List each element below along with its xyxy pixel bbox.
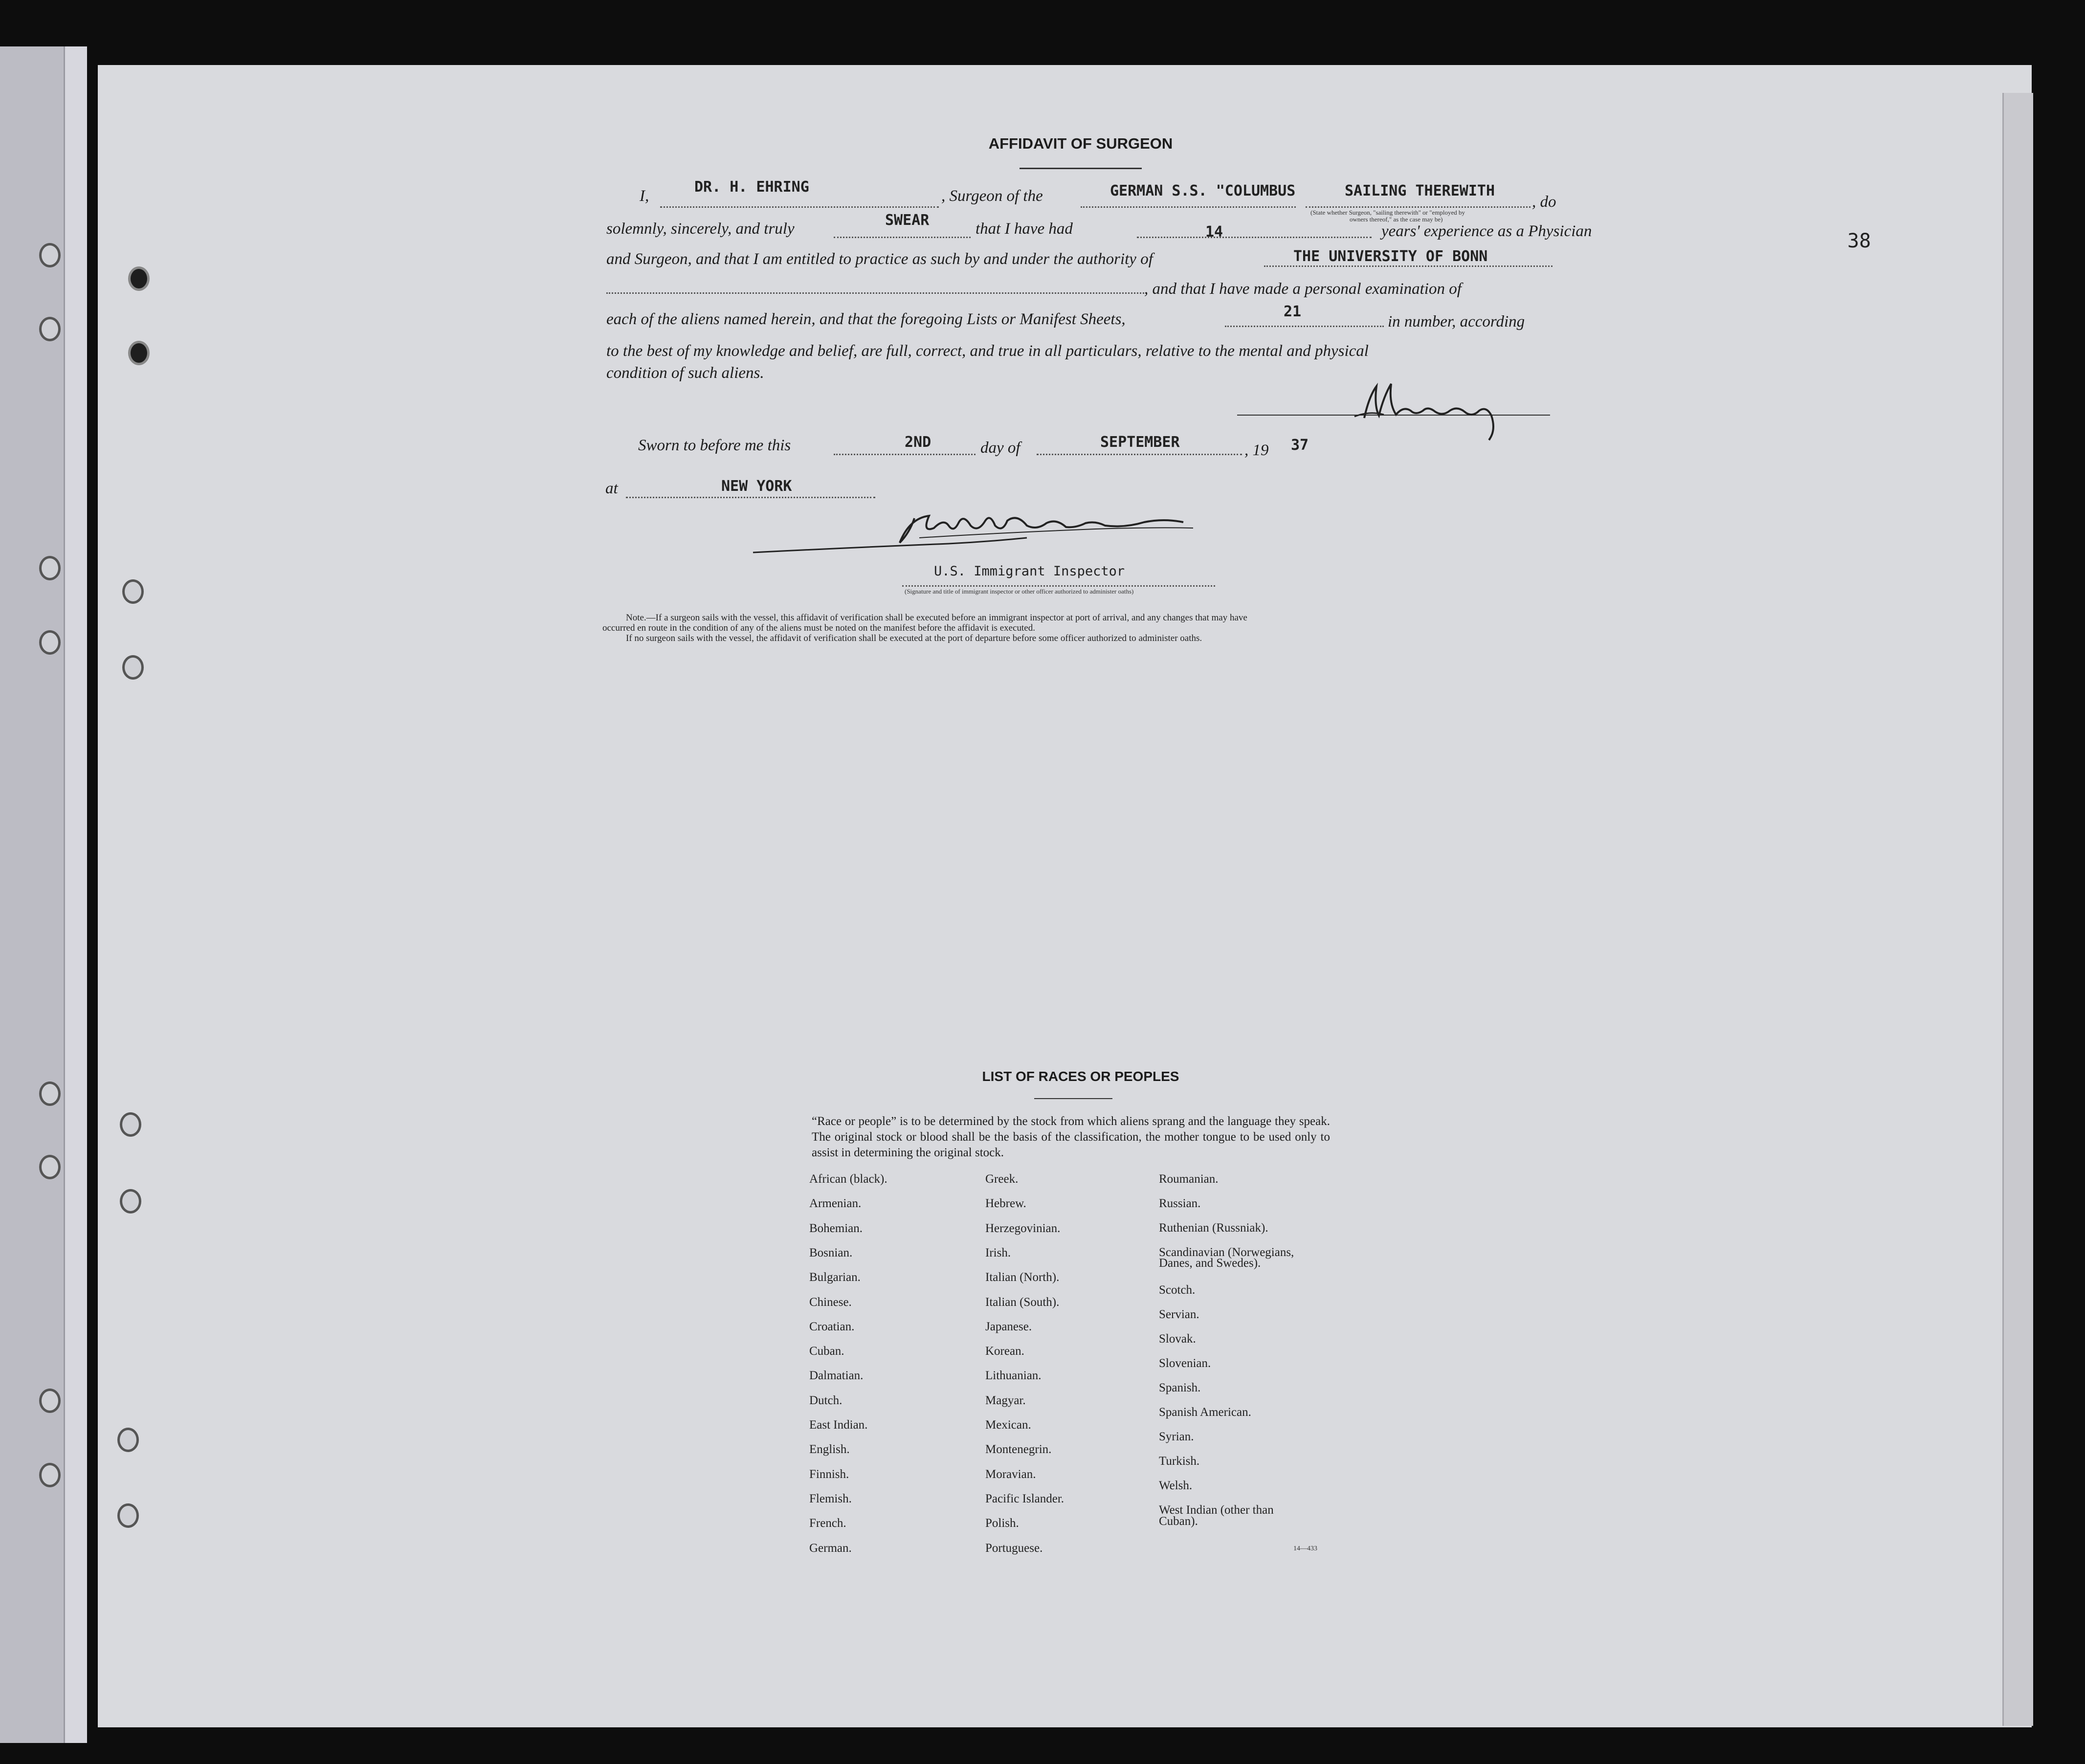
race-item: Roumanian. xyxy=(1159,1172,1219,1186)
line1-middle: , Surgeon of the xyxy=(941,187,1043,205)
race-item: Greek. xyxy=(985,1172,1019,1186)
line6: to the best of my knowledge and belief, are full, correct, and true in all particulars, relative to the mental and physical xyxy=(606,342,1369,360)
race-item: Slovak. xyxy=(1159,1332,1196,1345)
binder-strip xyxy=(0,46,86,1743)
inspector-title: U.S. Immigrant Inspector xyxy=(934,564,1125,579)
note-line-1: Note.—If a surgeon sails with the vessel, this affidavit of verification shall be executed before an immigrant inspector at port of arrival, and any changes that may have xyxy=(626,613,1247,623)
race-item: Lithuanian. xyxy=(985,1369,1042,1382)
line2-prefix: solemnly, sincerely, and truly xyxy=(606,220,795,238)
race-item: East Indian. xyxy=(809,1418,868,1432)
sworn-year: 37 xyxy=(1291,437,1309,454)
binder-hole xyxy=(120,1189,141,1213)
sworn-prefix: Sworn to before me this xyxy=(638,437,791,454)
sheets-blank xyxy=(1225,325,1384,327)
binder-hole xyxy=(39,1463,61,1487)
line5-suffix: in number, according xyxy=(1388,313,1525,331)
race-item: Bosnian. xyxy=(809,1246,853,1259)
authority: THE UNIVERSITY OF BONN xyxy=(1293,248,1488,265)
page-stack-edge xyxy=(2002,93,2033,1726)
binder-hole xyxy=(122,579,144,604)
binder-hole xyxy=(39,1389,61,1413)
race-item: Bohemian. xyxy=(809,1222,863,1235)
binder-hole xyxy=(39,317,61,341)
authority-blank xyxy=(1264,265,1553,267)
binder-hole xyxy=(117,1503,139,1528)
race-item: Syrian. xyxy=(1159,1430,1194,1443)
oath: SWEAR xyxy=(885,212,930,229)
binder-hole xyxy=(39,630,61,655)
note-line-3: If no surgeon sails with the vessel, the affidavit of verification shall be executed at the port of departure before some officer authorized to administer oaths. xyxy=(626,633,1202,643)
place: NEW YORK xyxy=(721,478,792,495)
race-item: Armenian. xyxy=(809,1197,862,1210)
race-item: Spanish. xyxy=(1159,1381,1201,1394)
race-item: Cuban). xyxy=(1159,1515,1198,1528)
oath-blank xyxy=(834,236,971,238)
line2-middle: that I have had xyxy=(976,220,1073,238)
races-title: LIST OF RACES OR PEOPLES xyxy=(982,1069,1179,1084)
sworn-day: 2ND xyxy=(905,434,932,451)
race-item: Spanish American. xyxy=(1159,1406,1251,1419)
surgeon-name-blank xyxy=(660,206,939,208)
race-item: French. xyxy=(809,1517,846,1530)
binder-hole xyxy=(39,556,61,580)
race-item: African (black). xyxy=(809,1172,887,1186)
binder-hole xyxy=(128,266,150,291)
binder-hole xyxy=(117,1428,139,1452)
binder-hole xyxy=(39,243,61,267)
surgeon-signature xyxy=(1354,376,1511,445)
race-item: Italian (South). xyxy=(985,1296,1060,1309)
line1-suffix: , do xyxy=(1532,193,1556,211)
sworn-day-blank xyxy=(834,453,976,455)
race-item: Russian. xyxy=(1159,1197,1201,1210)
years-blank xyxy=(1137,236,1372,238)
race-item: Moravian. xyxy=(985,1468,1036,1481)
race-item: Servian. xyxy=(1159,1308,1199,1321)
sworn-day-of: day of xyxy=(980,439,1020,457)
sworn-month-blank xyxy=(1037,453,1242,455)
affidavit-title: AFFIDAVIT OF SURGEON xyxy=(988,135,1173,152)
sheets: 21 xyxy=(1284,303,1302,320)
race-item: Danes, and Swedes). xyxy=(1159,1257,1261,1270)
sailing-status: SAILING THEREWITH xyxy=(1345,182,1495,199)
race-item: Slovenian. xyxy=(1159,1357,1211,1370)
binder-hole xyxy=(39,1081,61,1106)
race-item: Hebrew. xyxy=(985,1197,1026,1210)
race-item: Montenegrin. xyxy=(985,1443,1052,1456)
title-rule xyxy=(1020,168,1142,169)
race-item: Cuban. xyxy=(809,1345,844,1358)
race-item: Scotch. xyxy=(1159,1283,1196,1297)
race-item: Dalmatian. xyxy=(809,1369,864,1382)
races-intro: “Race or people” is to be determined by the stock from which aliens sprang and the language they speak. The original stock or blood shall be the basis of the classification, the mother tongue to be used only to assist in determining the original stock. xyxy=(812,1115,1330,1159)
race-item: Bulgarian. xyxy=(809,1271,861,1284)
inspector-signature xyxy=(753,499,1232,562)
note-line-2: occurred en route in the condition of any of the aliens must be noted on the manifest before the affidavit is executed. xyxy=(602,623,1035,633)
race-item: West Indian (other than xyxy=(1159,1503,1274,1517)
race-item: Mexican. xyxy=(985,1418,1031,1432)
sworn-century: , 19 xyxy=(1244,441,1269,459)
status-hint-2: owners thereof," as the case may be) xyxy=(1350,216,1443,223)
at-label: at xyxy=(605,480,618,497)
binder-hole xyxy=(39,1155,61,1179)
race-item: Korean. xyxy=(985,1345,1024,1358)
inspector-blank xyxy=(902,585,1215,587)
race-item: Polish. xyxy=(985,1517,1019,1530)
vessel-blank xyxy=(1081,206,1296,208)
race-item: Chinese. xyxy=(809,1296,852,1309)
race-item: Ruthenian (Russniak). xyxy=(1159,1221,1268,1235)
inspector-caption: (Signature and title of immigrant inspector or other officer authorized to administer oaths) xyxy=(905,588,1134,595)
race-item: English. xyxy=(809,1443,850,1456)
line5-prefix: each of the aliens named herein, and that the foregoing Lists or Manifest Sheets, xyxy=(606,310,1126,328)
line7: condition of such aliens. xyxy=(606,364,764,382)
race-item: Pacific Islander. xyxy=(985,1492,1065,1505)
place-blank xyxy=(626,496,875,498)
race-item: Flemish. xyxy=(809,1492,852,1505)
race-item: Japanese. xyxy=(985,1320,1032,1333)
binder-edge xyxy=(64,46,87,1743)
line2-suffix: years' experience as a Physician xyxy=(1381,222,1592,240)
races-rule xyxy=(1034,1098,1112,1099)
authority-continuation-blank xyxy=(606,292,1144,294)
race-item: Irish. xyxy=(985,1246,1011,1259)
line1-prefix: I, xyxy=(640,187,649,205)
race-item: Turkish. xyxy=(1159,1455,1200,1468)
form-code: 14—433 xyxy=(1293,1545,1317,1552)
page-number: 38 xyxy=(1847,230,1871,252)
race-item: Dutch. xyxy=(809,1394,843,1407)
race-item: Portuguese. xyxy=(985,1542,1043,1555)
binder-hole xyxy=(120,1112,141,1137)
years: 14 xyxy=(1205,223,1223,241)
race-item: Herzegovinian. xyxy=(985,1222,1061,1235)
race-item: Italian (North). xyxy=(985,1271,1060,1284)
binder-hole xyxy=(122,655,144,680)
surgeon-name: DR. H. EHRING xyxy=(694,178,809,196)
binder-hole xyxy=(128,341,150,365)
race-item: Magyar. xyxy=(985,1394,1026,1407)
vessel-name: GERMAN S.S. "COLUMBUS xyxy=(1110,182,1296,199)
race-item: German. xyxy=(809,1542,852,1555)
line4-suffix: , and that I have made a personal examination of xyxy=(1144,280,1462,298)
race-item: Finnish. xyxy=(809,1468,849,1481)
status-blank xyxy=(1306,206,1530,208)
sworn-month: SEPTEMBER xyxy=(1100,434,1180,451)
status-hint-1: (State whether Surgeon, "sailing therewith" or "employed by xyxy=(1310,209,1465,216)
race-item: Welsh. xyxy=(1159,1479,1193,1492)
line3-prefix: and Surgeon, and that I am entitled to practice as such by and under the authority of xyxy=(606,250,1153,268)
race-item: Scandinavian (Norwegians, xyxy=(1159,1246,1294,1259)
race-item: Croatian. xyxy=(809,1320,855,1333)
